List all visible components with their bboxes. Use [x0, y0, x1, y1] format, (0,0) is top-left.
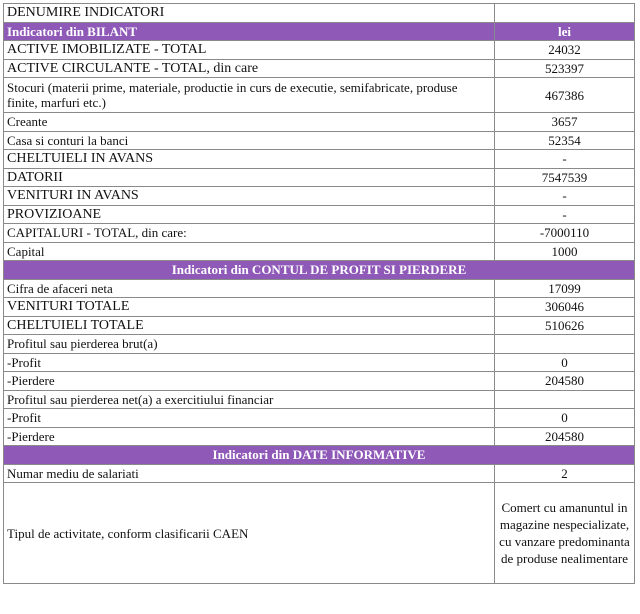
table-row	[4, 409, 635, 428]
row-label: VENITURI TOTALE	[4, 298, 495, 317]
row-value: 510626	[495, 316, 635, 335]
table-row	[4, 168, 635, 187]
row-label: Tipul de activitate, conform clasificarii CAEN	[4, 483, 495, 584]
row-label: Profitul sau pierderea brut(a)	[4, 335, 495, 354]
table-header-row	[4, 4, 635, 23]
header-value	[495, 4, 635, 23]
table-row	[4, 316, 635, 335]
row-value: 17099	[495, 279, 635, 298]
row-value: 24032	[495, 41, 635, 60]
section-heading: Indicatori din DATE INFORMATIVE	[4, 446, 635, 465]
table-row	[4, 150, 635, 169]
section-heading: Indicatori din BILANT	[4, 22, 495, 41]
row-value	[495, 335, 635, 354]
row-label: Creante	[4, 113, 495, 132]
row-value: 1000	[495, 242, 635, 261]
row-label: -Profit	[4, 409, 495, 428]
table-row	[4, 224, 635, 243]
row-label: Casa si conturi la banci	[4, 131, 495, 150]
row-label: ACTIVE IMOBILIZATE - TOTAL	[4, 41, 495, 60]
row-label: Profitul sau pierderea net(a) a exercitiului financiar	[4, 390, 495, 409]
row-value: 2	[495, 464, 635, 483]
table-row	[4, 298, 635, 317]
table-row	[4, 131, 635, 150]
table-row	[4, 187, 635, 206]
table-row	[4, 464, 635, 483]
table-row	[4, 372, 635, 391]
section-heading-row	[4, 22, 635, 41]
table-row	[4, 113, 635, 132]
row-label: CHELTUIELI TOTALE	[4, 316, 495, 335]
row-label: -Profit	[4, 353, 495, 372]
row-label: Capital	[4, 242, 495, 261]
table-body	[4, 4, 635, 584]
table-row	[4, 427, 635, 446]
table-row	[4, 205, 635, 224]
row-label: -Pierdere	[4, 427, 495, 446]
row-value: -	[495, 205, 635, 224]
row-value: -	[495, 150, 635, 169]
financial-indicators-table	[3, 3, 635, 584]
row-value: Comert cu amanuntul in magazine nespecializate, cu vanzare predominanta de produse nealimentare	[495, 483, 635, 584]
table-row	[4, 390, 635, 409]
table-row	[4, 483, 635, 584]
row-value: 467386	[495, 78, 635, 113]
row-label: ACTIVE CIRCULANTE - TOTAL, din care	[4, 59, 495, 78]
row-value: 306046	[495, 298, 635, 317]
section-heading: Indicatori din CONTUL DE PROFIT SI PIERDERE	[4, 261, 635, 280]
section-heading-row	[4, 446, 635, 465]
section-heading-row	[4, 261, 635, 280]
row-value: 3657	[495, 113, 635, 132]
row-label: VENITURI IN AVANS	[4, 187, 495, 206]
row-value: -7000110	[495, 224, 635, 243]
row-value: 7547539	[495, 168, 635, 187]
row-label: Cifra de afaceri neta	[4, 279, 495, 298]
row-value: 0	[495, 353, 635, 372]
row-value: 204580	[495, 427, 635, 446]
table-row	[4, 78, 635, 113]
row-label: -Pierdere	[4, 372, 495, 391]
row-label: Numar mediu de salariati	[4, 464, 495, 483]
unit-label: lei	[495, 22, 635, 41]
header-title: DENUMIRE INDICATORI	[4, 4, 495, 23]
table-row	[4, 41, 635, 60]
row-label: Stocuri (materii prime, materiale, productie in curs de executie, semifabricate, produse finite, marfuri etc.)	[4, 78, 495, 113]
row-value: -	[495, 187, 635, 206]
row-value: 52354	[495, 131, 635, 150]
table-row	[4, 353, 635, 372]
row-value: 204580	[495, 372, 635, 391]
table-row	[4, 242, 635, 261]
row-value: 0	[495, 409, 635, 428]
table-row	[4, 59, 635, 78]
row-label: DATORII	[4, 168, 495, 187]
row-label: CAPITALURI - TOTAL, din care:	[4, 224, 495, 243]
table-row	[4, 335, 635, 354]
row-value	[495, 390, 635, 409]
row-label: CHELTUIELI IN AVANS	[4, 150, 495, 169]
table-row	[4, 279, 635, 298]
row-label: PROVIZIOANE	[4, 205, 495, 224]
row-value: 523397	[495, 59, 635, 78]
